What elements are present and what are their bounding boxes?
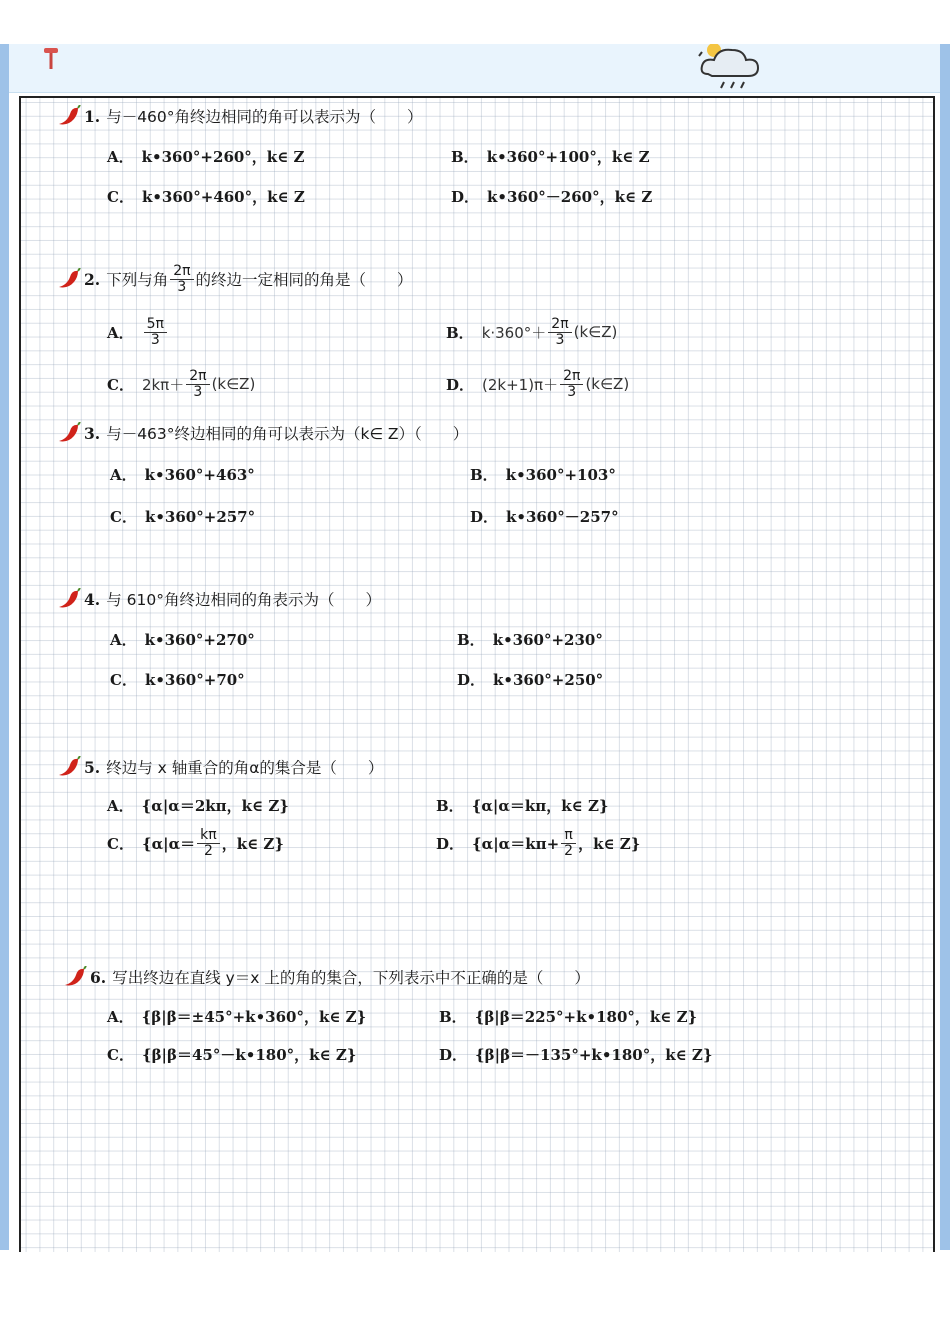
fraction <box>561 828 576 858</box>
option-expression: {α|α＝2kπ，k∈ Z} <box>141 797 289 815</box>
option-label: A． <box>110 466 137 484</box>
question-number: 4. <box>84 589 101 609</box>
option-expression-post: (k∈Z) <box>573 323 618 342</box>
fraction-numerator: kπ <box>197 828 220 844</box>
option-a[interactable] <box>107 1006 366 1027</box>
option-label: B． <box>446 323 474 342</box>
option-expression: k•360°+100°，k∈ Z <box>486 148 650 166</box>
option-expression: k•360°+463° <box>144 465 255 484</box>
question-text: 终边与 x 轴重合的角α的集合是（ ） <box>106 759 384 777</box>
question-number: 3. <box>84 423 101 443</box>
option-a[interactable] <box>107 146 304 167</box>
option-expression: {β|β＝±45°+k•360°，k∈ Z} <box>141 1008 367 1026</box>
option-expression: k•360°+260°，k∈ Z <box>141 148 305 166</box>
fraction-numerator: 2π <box>186 369 209 385</box>
fraction <box>144 317 167 347</box>
option-expression-post: ，k∈ Z} <box>578 834 641 853</box>
option-expression-post: (k∈Z) <box>585 375 630 394</box>
option-label: C． <box>107 375 134 394</box>
question-text: 与－460°角终边相同的角可以表示为（ ） <box>106 108 423 126</box>
option-expression-pre: 2kπ＋ <box>141 375 185 394</box>
chili-icon <box>56 268 82 290</box>
question-5 <box>56 756 383 778</box>
chili-icon <box>56 588 82 610</box>
option-expression: k•360°－257° <box>506 508 619 526</box>
option-label: A． <box>107 148 134 166</box>
option-c[interactable] <box>107 186 305 207</box>
option-expression-pre: {α|α＝kπ+ <box>472 834 560 853</box>
option-c[interactable] <box>107 369 255 399</box>
option-a[interactable] <box>110 464 255 485</box>
option-label: A． <box>107 797 134 815</box>
option-d[interactable] <box>451 186 652 207</box>
option-expression: k•360°+230° <box>492 630 603 649</box>
fraction-denominator: 2 <box>203 842 213 859</box>
option-b[interactable] <box>439 1006 697 1027</box>
option-expression: k•360°+460°，k∈ Z <box>141 188 305 206</box>
option-b[interactable] <box>457 629 603 650</box>
option-label: C． <box>107 1046 134 1064</box>
question-text-post: 的终边一定相同的角是（ ） <box>195 271 413 290</box>
fraction-numerator: π <box>561 828 575 844</box>
fraction-numerator: 5π <box>144 317 167 333</box>
option-expression-post: ，k∈ Z} <box>221 834 285 853</box>
fraction <box>197 828 220 858</box>
option-a[interactable] <box>107 317 169 347</box>
option-expression: k•360°+257° <box>144 507 256 526</box>
option-label: D． <box>446 375 475 394</box>
left-border-strip <box>0 44 9 1250</box>
option-a[interactable] <box>107 795 289 816</box>
fraction <box>560 369 583 399</box>
question-number: 1. <box>84 106 101 126</box>
option-c[interactable] <box>107 828 284 858</box>
option-b[interactable] <box>446 317 617 347</box>
option-label: D． <box>436 834 465 853</box>
option-label: D． <box>451 188 480 206</box>
fraction-denominator: 3 <box>567 383 577 400</box>
right-border-strip <box>940 44 950 1250</box>
option-label: B． <box>451 148 479 166</box>
question-number: 5. <box>84 757 101 777</box>
option-d[interactable] <box>436 828 640 858</box>
option-label: B． <box>457 631 485 649</box>
fraction-numerator: 2π <box>548 317 571 333</box>
fraction-denominator: 3 <box>193 383 203 400</box>
question-2 <box>56 264 413 294</box>
fraction-numerator: 2π <box>170 264 193 280</box>
fraction-denominator: 3 <box>555 331 565 348</box>
chili-icon <box>56 756 82 778</box>
question-6 <box>62 966 590 988</box>
option-label: A． <box>107 323 134 342</box>
question-text: 写出终边在直线 y＝x 上的角的集合，下列表示中不正确的是（ ） <box>112 969 590 987</box>
option-expression: {β|β＝45°－k•180°，k∈ Z} <box>141 1046 357 1064</box>
fraction <box>186 369 209 399</box>
option-label: D． <box>457 671 486 689</box>
fraction <box>170 264 193 294</box>
fraction-denominator: 2 <box>564 842 574 859</box>
question-number: 2. <box>84 269 101 289</box>
fraction <box>548 317 571 347</box>
option-label: C． <box>110 508 137 526</box>
option-expression: k•360°+70° <box>144 670 245 689</box>
option-label: D． <box>439 1046 468 1064</box>
chili-icon <box>56 422 82 444</box>
option-b[interactable] <box>436 795 609 816</box>
option-label: C． <box>110 671 137 689</box>
fraction-denominator: 3 <box>177 278 187 295</box>
fraction-denominator: 3 <box>150 331 160 348</box>
option-label: D． <box>470 508 499 526</box>
option-label: B． <box>470 466 498 484</box>
chili-icon <box>62 966 88 988</box>
option-expression: k•360°－260°，k∈ Z <box>487 188 653 206</box>
option-expression-pre: {α|α＝ <box>141 834 196 853</box>
rain-cloud-icon <box>694 44 770 90</box>
option-expression: {β|β＝－135°+k•180°，k∈ Z} <box>475 1046 713 1064</box>
option-label: C． <box>107 834 134 853</box>
pushpin-icon <box>40 44 62 74</box>
option-c[interactable] <box>107 1044 356 1065</box>
question-3 <box>56 422 468 444</box>
option-expression-post: (k∈Z) <box>211 375 256 394</box>
option-c[interactable] <box>110 506 255 527</box>
option-expression: k•360°+270° <box>144 630 255 649</box>
option-expression: {α|α＝kπ，k∈ Z} <box>471 797 609 815</box>
option-expression-pre: k·360°＋ <box>481 323 547 342</box>
option-d[interactable] <box>457 669 603 690</box>
option-label: C． <box>107 188 134 206</box>
option-b[interactable] <box>451 146 650 167</box>
option-label: B． <box>439 1008 467 1026</box>
option-d[interactable] <box>470 506 619 527</box>
option-expression-pre: (2k+1)π＋ <box>482 375 559 394</box>
question-number: 6. <box>90 967 107 987</box>
question-4 <box>56 588 381 610</box>
question-text-pre: 下列与角 <box>106 271 169 290</box>
option-expression: {β|β＝225°+k•180°，k∈ Z} <box>474 1008 698 1026</box>
option-label: A． <box>107 1008 134 1026</box>
option-d[interactable] <box>439 1044 713 1065</box>
option-label: B． <box>436 797 464 815</box>
option-b[interactable] <box>470 464 616 485</box>
question-text: 与 610°角终边相同的角表示为（ ） <box>106 591 381 609</box>
option-expression: k•360°+250° <box>493 670 604 689</box>
header-banner <box>9 44 940 93</box>
option-d[interactable] <box>446 369 629 399</box>
fraction-numerator: 2π <box>560 369 583 385</box>
question-1 <box>56 105 423 127</box>
chili-icon <box>56 105 82 127</box>
option-expression: k•360°+103° <box>505 465 616 484</box>
option-c[interactable] <box>110 669 245 690</box>
option-a[interactable] <box>110 629 255 650</box>
option-label: A． <box>110 631 137 649</box>
question-text: 与－463°终边相同的角可以表示为（k∈ Z）（ ） <box>106 425 469 443</box>
